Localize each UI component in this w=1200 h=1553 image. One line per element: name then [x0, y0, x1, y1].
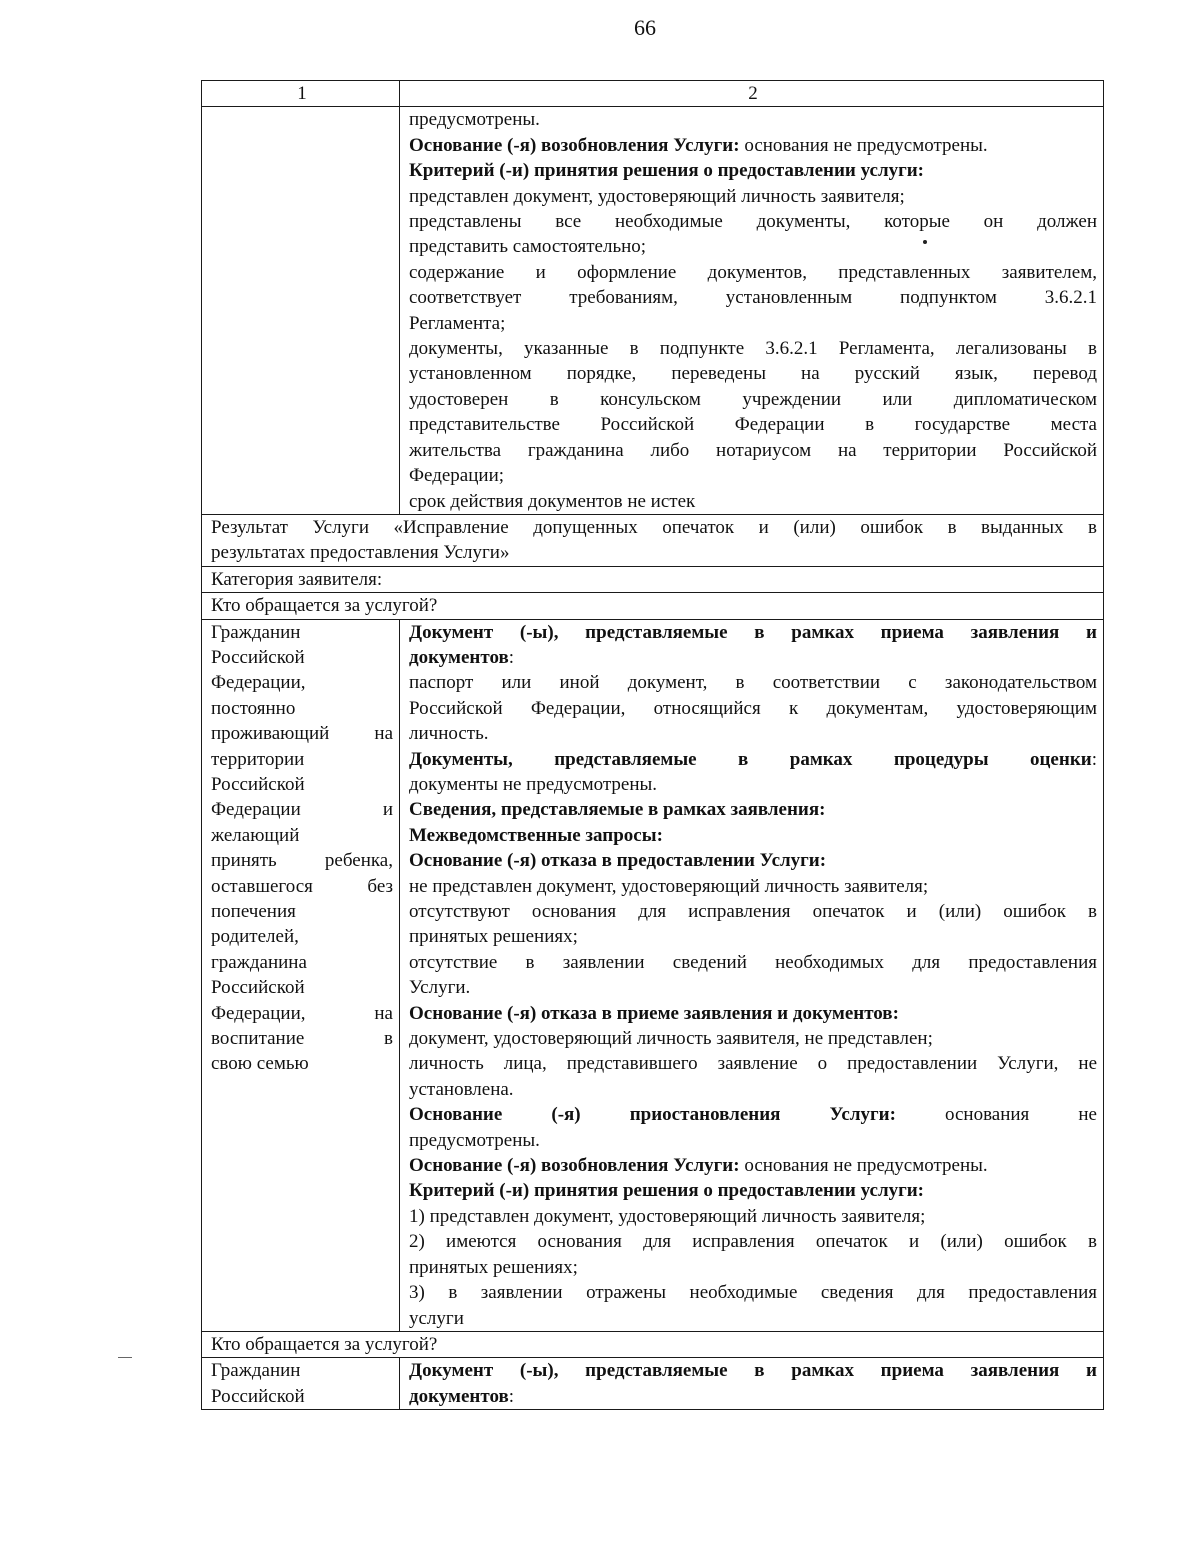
text-span: основания не предусмотрены. — [739, 1155, 988, 1177]
requirements-cell — [400, 1358, 1104, 1410]
text-line: паспорт или иной документ, в соответствии с законодательством — [409, 672, 1097, 694]
bold-label: Критерий (-и) принятия решения о предоставлении услуги: — [409, 160, 925, 182]
continuation-left-cell — [202, 107, 400, 515]
text-line: документы не предусмотрены. — [409, 773, 658, 795]
bold-label: Основание (-я) возобновления Услуги: — [409, 134, 740, 156]
applicant-line: принять ребенка, — [211, 850, 393, 872]
applicant-line: Российской — [211, 977, 305, 999]
text-span: : — [508, 1385, 515, 1407]
bold-label: документов — [409, 1385, 509, 1407]
text-line: срок действия документов не истек — [409, 490, 696, 512]
category-row — [202, 566, 1104, 592]
applicant-line: Гражданин — [211, 1360, 301, 1382]
bold-label: Межведомственные запросы: — [409, 824, 663, 846]
text-line: не представлен документ, удостоверяющий личность заявителя; — [409, 875, 929, 897]
who-cell: Кто обращается за услугой? — [202, 593, 1104, 619]
applicant-line: гражданина — [211, 951, 307, 973]
bold-label: Критерий (-и) принятия решения о предоставлении услуги: — [409, 1180, 925, 1202]
bold-label: Сведения, представляемые в рамках заявления: — [409, 799, 826, 821]
applicant-line: Российской — [211, 646, 305, 668]
bold-label: Документ (-ы), представляемые в рамках приема заявления и — [409, 621, 1097, 643]
text-line: 3) в заявлении отражены необходимые сведения для предоставления — [409, 1282, 1097, 1304]
text-line: представить самостоятельно; — [409, 236, 647, 258]
text-line: результатах предоставления Услуги» — [211, 542, 510, 564]
who-row — [202, 1331, 1104, 1357]
text-line: отсутствие в заявлении сведений необходимых для предоставления — [409, 951, 1097, 973]
bold-label: документов — [409, 646, 509, 668]
bold-label: Документ (-ы), представляемые в рамках приема заявления и — [409, 1360, 1097, 1382]
requirements-cell — [400, 619, 1104, 1331]
category-cell: Категория заявителя: — [202, 566, 1104, 592]
text-line: 2) имеются основания для исправления опечаток и (или) ошибок в — [409, 1231, 1097, 1253]
header-col-2: 2 — [400, 81, 1104, 107]
bold-label: Основание (-я) приостановления Услуги: — [409, 1104, 896, 1126]
applicant-line: воспитание в — [211, 1028, 393, 1050]
applicant-line: родителей, — [211, 926, 299, 948]
margin-mark — [118, 1357, 132, 1358]
who-cell: Кто обращается за услугой? — [202, 1331, 1104, 1357]
text-span: основания не предусмотрены. — [739, 134, 988, 156]
applicant-line: Гражданин — [211, 621, 301, 643]
text-line: принятых решениях; — [409, 1256, 578, 1278]
applicant-cell — [202, 619, 400, 1331]
applicant-line: постоянно — [211, 697, 296, 719]
applicant-cell — [202, 1358, 400, 1410]
text-line: Услуги. — [409, 977, 471, 999]
text-line: предусмотрены. — [409, 109, 540, 131]
continuation-row — [202, 107, 1104, 515]
text-line — [409, 1153, 1097, 1178]
bold-label: Документы, представляемые в рамках процедуры оценки — [409, 748, 1092, 770]
page-number: 66 — [634, 15, 656, 40]
continuation-right-cell — [400, 107, 1104, 515]
applicant-line: оставшегося без — [211, 875, 393, 897]
text-line: 1) представлен документ, удостоверяющий личность заявителя; — [409, 1205, 926, 1227]
text-line: представлен документ, удостоверяющий личность заявителя; — [409, 185, 905, 207]
text-line: отсутствуют основания для исправления опечаток и (или) ошибок в — [409, 901, 1097, 922]
text-line — [409, 747, 1097, 772]
text-span: : — [508, 646, 515, 668]
text-line: принятых решениях; — [409, 926, 578, 948]
applicant-line: Федерации, — [211, 672, 306, 694]
header-row — [202, 81, 1104, 107]
text-line: жительства гражданина либо нотариусом на территории Российской — [409, 439, 1097, 461]
text-line: Федерации; — [409, 465, 505, 487]
bold-label: Основание (-я) отказа в предоставлении Услуги: — [409, 850, 827, 872]
applicant-line: Федерации, на — [211, 1002, 393, 1024]
text-line — [409, 1102, 1097, 1127]
text-span: основания не — [895, 1104, 1097, 1126]
text-span: : — [1091, 748, 1097, 770]
applicant-line: Российской — [211, 1385, 305, 1407]
applicant-row — [202, 1358, 1104, 1410]
applicant-line: желающий — [211, 824, 300, 846]
text-line: содержание и оформление документов, представленных заявителем, — [409, 261, 1097, 283]
who-row — [202, 593, 1104, 619]
result-cell — [202, 514, 1104, 566]
text-line — [409, 645, 1097, 670]
applicant-row — [202, 619, 1104, 1331]
applicant-line: Федерации и — [211, 799, 393, 821]
text-line: Регламента; — [409, 312, 506, 334]
text-line: личность. — [409, 723, 489, 745]
bold-label: Основание (-я) возобновления Услуги: — [409, 1155, 740, 1177]
text-line: предусмотрены. — [409, 1129, 540, 1151]
text-line: соответствует требованиям, установленным подпунктом 3.6.2.1 — [409, 287, 1097, 309]
text-line: Российской Федерации, относящийся к документам, удостоверяющим — [409, 697, 1097, 719]
text-line: представительстве Российской Федерации в государстве места — [409, 414, 1097, 436]
applicant-line: попечения — [211, 901, 296, 922]
text-line: личность лица, представившего заявление о предоставлении Услуги, не — [409, 1053, 1097, 1075]
text-line: Результат Услуги «Исправление допущенных опечаток и (или) ошибок в выданных в — [211, 516, 1097, 538]
text-line: услуги — [409, 1307, 464, 1329]
text-line: документы, указанные в подпункте 3.6.2.1 Регламента, легализованы в — [409, 338, 1097, 360]
header-col-1: 1 — [202, 81, 400, 107]
text-line — [409, 133, 1097, 158]
applicant-line: свою семью — [211, 1053, 309, 1075]
applicant-line: проживающий на — [211, 723, 393, 745]
applicant-line: территории — [211, 748, 305, 770]
applicant-line: Российской — [211, 773, 305, 795]
text-line — [409, 1384, 1097, 1409]
text-line: установленном порядке, переведены на русский язык, перевод — [409, 363, 1097, 385]
text-line: установлена. — [409, 1078, 514, 1100]
bold-label: Основание (-я) отказа в приеме заявления и документов: — [409, 1002, 899, 1024]
result-row — [202, 514, 1104, 566]
text-line: удостоверен в консульском учреждении или дипломатическом — [409, 388, 1097, 410]
text-line: представлены все необходимые документы, которые он должен — [409, 211, 1097, 233]
text-line: документ, удостоверяющий личность заявителя, не представлен; — [409, 1028, 933, 1050]
regulation-table — [201, 80, 1104, 1410]
